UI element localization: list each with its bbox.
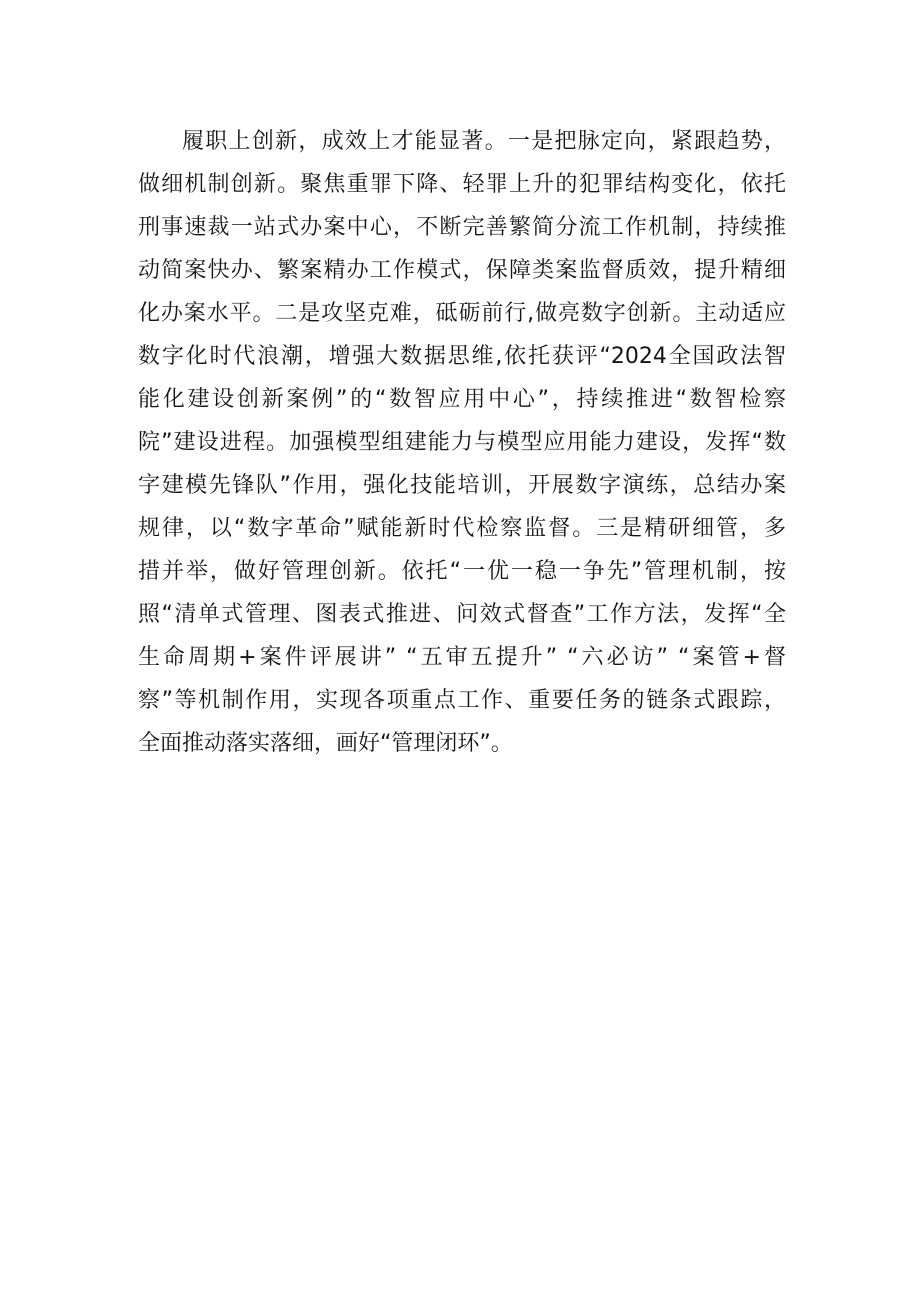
paragraph-line-2: 做细机制创新。聚焦重罪下降、轻罪上升的犯罪结构变化，依托 (138, 172, 786, 197)
paragraph-line-1: 履职上创新，成效上才能显著。一是把脉定向，紧跟趋势， (182, 129, 786, 154)
paragraph-line-3: 刑事速裁一站式办案中心，不断完善繁简分流工作机制，持续推 (138, 215, 786, 240)
paragraph-line-6: 数字化时代浪潮，增强大数据思维,依托获评“2024全国政法智 (138, 344, 786, 369)
paragraph-line-15: 全面推动落实落细，画好“管理闭环”。 (138, 731, 513, 756)
paragraph-line-14: 察”等机制作用，实现各项重点工作、重要任务的链条式跟踪， (138, 688, 786, 713)
paragraph-line-13: 生命周期+案件评展讲” “五审五提升” “六必访” “案管+督 (138, 645, 786, 670)
paragraph-line-4: 动简案快办、繁案精办工作模式，保障类案监督质效，提升精细 (138, 258, 786, 283)
paragraph-line-5: 化办案水平。二是攻坚克难，砥砺前行,做亮数字创新。主动适应 (138, 301, 786, 326)
paragraph-line-9: 字建模先锋队”作用，强化技能培训，开展数字演练，总结办案 (138, 473, 786, 498)
paragraph-line-12: 照“清单式管理、图表式推进、问效式督查”工作方法，发挥“全 (138, 602, 786, 627)
paragraph-line-8: 院”建设进程。加强模型组建能力与模型应用能力建设，发挥“数 (138, 430, 786, 455)
body-paragraph (138, 120, 786, 765)
paragraph-line-10: 规律，以“数字革命”赋能新时代检察监督。三是精研细管，多 (138, 516, 786, 541)
paragraph-line-11: 措并举，做好管理创新。依托“一优一稳一争先”管理机制，按 (138, 559, 786, 584)
paragraph-line-7: 能化建设创新案例”的“数智应用中心”，持续推进“数智检察 (138, 387, 786, 412)
